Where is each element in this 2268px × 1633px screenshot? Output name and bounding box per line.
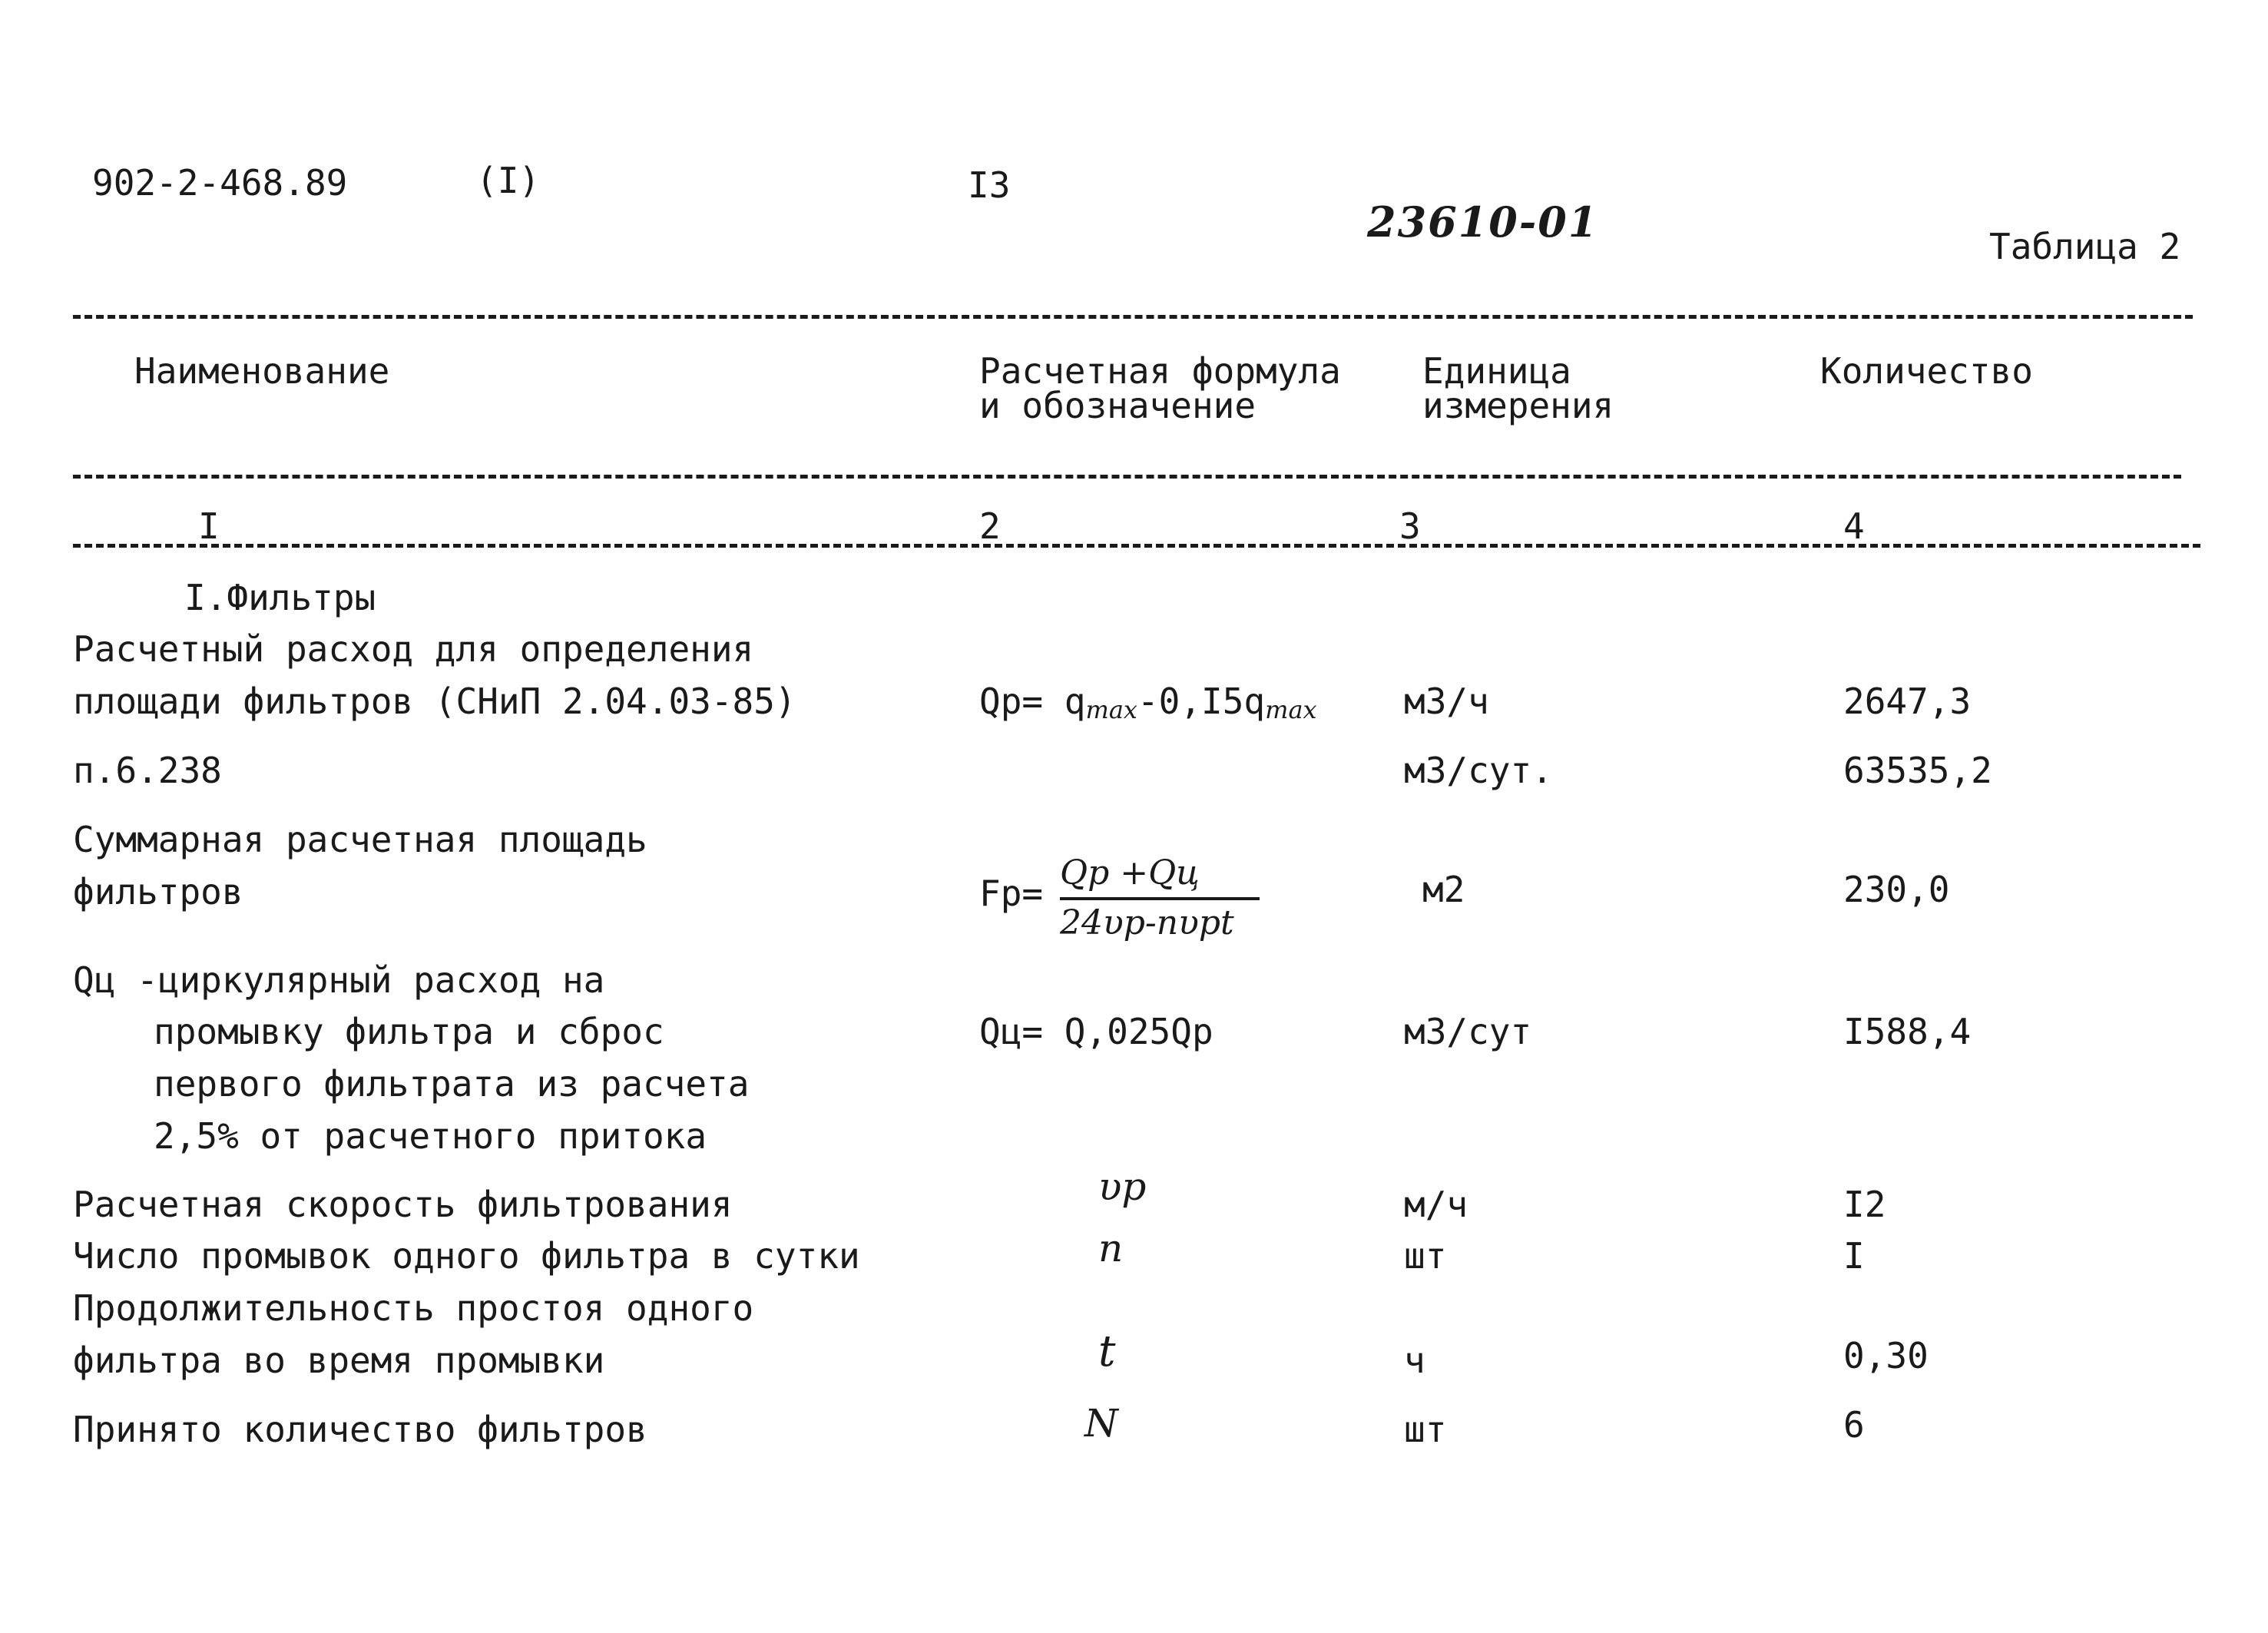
row4-quantity: I2 bbox=[1843, 1184, 1886, 1225]
row2-formula-lhs: Fр= bbox=[979, 873, 1044, 914]
row2-name-line2: фильтров bbox=[73, 871, 243, 913]
document-part: (I) bbox=[476, 160, 541, 201]
row2-name-line1: Суммарная расчетная площадь bbox=[73, 819, 647, 860]
row1-name-line1: Расчетный расход для определения bbox=[73, 628, 754, 670]
row1-unit2: м3/сут. bbox=[1404, 750, 1553, 791]
column-number-2: 2 bbox=[979, 505, 1001, 547]
row1-name-line2: площади фильтров (СНиП 2.04.03-85) bbox=[73, 681, 796, 722]
header-middle-rule bbox=[73, 475, 2181, 479]
column-number-3: 3 bbox=[1399, 505, 1421, 547]
row6-symbol: t bbox=[1098, 1327, 1116, 1376]
row1-name-line3: п.6.238 bbox=[73, 750, 222, 791]
row7-symbol: N bbox=[1084, 1401, 1118, 1446]
row1-quantity1: 2647,3 bbox=[1843, 681, 1972, 722]
row2-unit: м2 bbox=[1422, 869, 1465, 910]
row7-name: Принято количество фильтров bbox=[73, 1409, 647, 1450]
document-code: 902-2-468.89 bbox=[92, 162, 348, 204]
row3-formula: Qц= Q,025Qр bbox=[979, 1011, 1213, 1052]
row1-unit1: м3/ч bbox=[1404, 681, 1489, 722]
row1-formula bbox=[979, 681, 1317, 724]
page-number: I3 bbox=[968, 164, 1011, 206]
column-header-unit-line1: Единица bbox=[1422, 350, 1571, 392]
row7-quantity: 6 bbox=[1843, 1404, 1865, 1446]
column-number-1: I bbox=[198, 505, 220, 547]
row7-unit: шт bbox=[1404, 1409, 1447, 1450]
row6-unit: ч bbox=[1404, 1340, 1425, 1381]
row2-fraction-bar bbox=[1060, 897, 1260, 900]
row4-unit: м/ч bbox=[1404, 1184, 1468, 1225]
row3-unit: м3/сут bbox=[1404, 1011, 1532, 1052]
section-title: I.Фильтры bbox=[184, 577, 376, 618]
row5-symbol: n bbox=[1098, 1226, 1124, 1270]
row6-name-line2: фильтра во время промывки bbox=[73, 1340, 605, 1381]
row2-formula-numerator: Qр +Qц bbox=[1060, 853, 1200, 893]
row1-formula-part2: -0,I5q bbox=[1137, 681, 1266, 722]
inventory-number: 23610-01 bbox=[1367, 197, 1599, 247]
row5-unit: шт bbox=[1404, 1235, 1447, 1277]
row3-name-line3: первого фильтрата из расчета bbox=[154, 1063, 750, 1105]
row3-name-line2: промывку фильтра и сброс bbox=[154, 1011, 664, 1052]
column-header-unit-line2: измерения bbox=[1422, 385, 1614, 426]
row2-formula-denominator: 24υр-nυрt bbox=[1060, 903, 1234, 942]
row4-name: Расчетная скорость фильтрования bbox=[73, 1184, 733, 1225]
row2-quantity: 230,0 bbox=[1843, 869, 1950, 910]
header-bottom-rule bbox=[73, 544, 2200, 548]
row5-name: Число промывок одного фильтра в сутки bbox=[73, 1235, 860, 1277]
row6-name-line1: Продолжительность простоя одного bbox=[73, 1287, 754, 1329]
row5-quantity: I bbox=[1843, 1235, 1865, 1277]
row3-quantity: I588,4 bbox=[1843, 1011, 1972, 1052]
column-number-4: 4 bbox=[1843, 505, 1865, 547]
row1-formula-sub2: max bbox=[1265, 695, 1317, 724]
column-header-formula-line1: Расчетная формула bbox=[979, 350, 1341, 392]
column-header-formula-line2: и обозначение bbox=[979, 385, 1257, 426]
row1-formula-part1: Qр= q bbox=[979, 681, 1086, 722]
row4-symbol: υр bbox=[1098, 1164, 1147, 1209]
row1-quantity2: 63535,2 bbox=[1843, 750, 1992, 791]
row1-formula-sub1: max bbox=[1085, 695, 1137, 724]
row3-name-line1: Qц -циркулярный расход на bbox=[73, 959, 605, 1001]
table-label: Таблица 2 bbox=[1989, 226, 2181, 267]
column-header-name: Наименование bbox=[134, 350, 390, 392]
header-top-rule bbox=[73, 315, 2193, 319]
row6-quantity: 0,30 bbox=[1843, 1335, 1929, 1376]
row3-name-line4: 2,5% от расчетного притока bbox=[154, 1115, 707, 1157]
column-header-quantity: Количество bbox=[1820, 350, 2033, 392]
